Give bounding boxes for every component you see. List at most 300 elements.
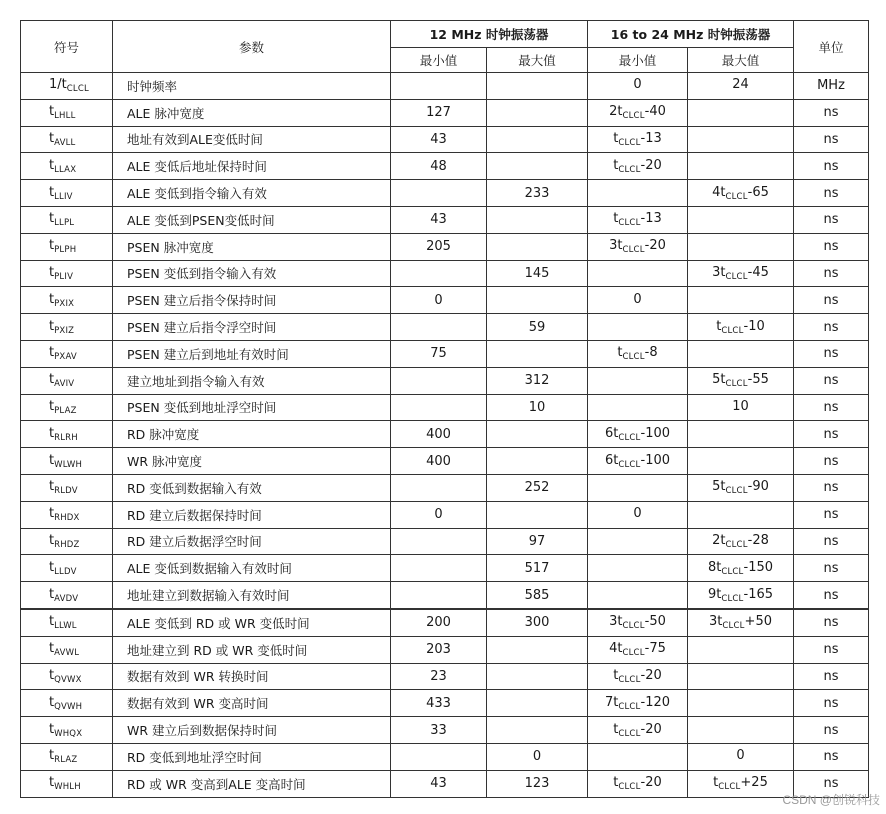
max-16mhz-cell-value: t [716,318,722,334]
max-16mhz-cell-value: 5t [712,372,726,388]
min-16mhz-cell [588,287,688,314]
min-12mhz-cell: 433 [391,690,487,717]
symbol-subscript: LLPL [54,218,75,229]
max-16mhz-cell-tail: +50 [744,614,772,630]
symbol-subscript: WLWH [54,459,83,470]
symbol-main: t [49,479,55,495]
unit-cell: ns [794,367,869,394]
min-12mhz-cell [391,555,487,582]
min-16mhz-cell [588,340,688,367]
max-16mhz-cell [688,528,794,555]
parameter-cell: RD 建立后数据保持时间 [113,501,391,528]
header-max-12: 最大值 [487,48,588,73]
symbol-cell [21,233,113,260]
min-12mhz-cell [391,367,487,394]
max-12mhz-cell: 97 [487,528,588,555]
parameter-cell: RD 变低到地址浮空时间 [113,743,391,770]
symbol-subscript: LLDV [54,566,77,577]
table-row [21,287,869,314]
min-16mhz-cell-subscript: CLCL [618,701,641,712]
max-12mhz-cell: 300 [487,609,588,636]
parameter-cell: 地址有效到ALE变低时间 [113,126,391,153]
symbol-subscript: WHLH [54,782,81,793]
max-16mhz-cell [688,582,794,609]
min-16mhz-cell-tail: -40 [644,104,666,120]
max-12mhz-cell: 312 [487,367,588,394]
header-parameter: 参数 [113,21,391,73]
max-16mhz-cell [688,609,794,636]
max-16mhz-cell-value: 9t [707,586,722,602]
max-16mhz-cell [688,73,794,100]
max-16mhz-cell [688,743,794,770]
min-16mhz-cell [588,314,688,341]
min-16mhz-cell-tail: -50 [644,614,666,630]
symbol-main: t [49,452,55,468]
table-row [21,448,869,475]
min-12mhz-cell: 43 [391,206,487,233]
max-16mhz-cell-tail: +25 [740,775,768,791]
symbol-subscript: AVLL [54,137,76,148]
unit-cell: ns [794,287,869,314]
max-16mhz-cell [688,717,794,744]
table-row [21,528,869,555]
symbol-cell [21,180,113,207]
max-16mhz-cell-value: 3t [709,614,723,630]
max-16mhz-cell [688,394,794,421]
max-12mhz-cell: 123 [487,770,588,797]
max-12mhz-cell: 517 [487,555,588,582]
symbol-subscript: LLWL [54,621,77,632]
min-12mhz-cell: 43 [391,770,487,797]
min-16mhz-cell-tail: -100 [640,452,671,468]
max-12mhz-cell: 585 [487,582,588,609]
unit-cell: ns [794,770,869,797]
max-12mhz-cell [487,717,588,744]
unit-cell: ns [794,99,869,126]
unit-cell: ns [794,663,869,690]
parameter-cell: WR 脉冲宽度 [113,448,391,475]
min-16mhz-cell [588,73,688,100]
symbol-subscript: PLIV [54,271,74,282]
min-16mhz-cell [588,474,688,501]
min-16mhz-cell-value: 3t [609,238,623,254]
header-min-16: 最小值 [588,48,688,73]
unit-cell: ns [794,180,869,207]
symbol-main: t [49,775,55,791]
min-12mhz-cell: 23 [391,663,487,690]
symbol-main: t [49,641,55,657]
min-16mhz-cell-subscript: CLCL [618,459,641,470]
max-16mhz-cell [688,287,794,314]
table-row [21,690,869,717]
symbol-subscript: LLAX [54,164,77,175]
min-16mhz-cell-value: 7t [604,694,619,710]
max-12mhz-cell: 0 [487,743,588,770]
min-12mhz-cell [391,394,487,421]
symbol-main: t [49,614,55,630]
unit-cell: ns [794,448,869,475]
symbol-cell [21,260,113,287]
symbol-cell [21,528,113,555]
min-16mhz-cell [588,663,688,690]
max-12mhz-cell: 59 [487,314,588,341]
header-unit: 单位 [794,21,869,73]
max-12mhz-cell [487,233,588,260]
symbol-cell [21,690,113,717]
min-12mhz-cell: 33 [391,717,487,744]
parameter-cell: 数据有效到 WR 转换时间 [113,663,391,690]
max-16mhz-cell-tail: -28 [747,532,769,548]
min-16mhz-cell [588,421,688,448]
symbol-main: t [49,291,55,307]
min-12mhz-cell: 48 [391,153,487,180]
table-row [21,340,869,367]
table-row [21,206,869,233]
symbol-main: t [49,506,55,522]
table-row [21,474,869,501]
table-row [21,73,869,100]
symbol-cell [21,206,113,233]
max-16mhz-cell-subscript: CLCL [721,325,744,336]
max-16mhz-cell-subscript: CLCL [725,379,748,390]
max-16mhz-cell [688,636,794,663]
parameter-cell: 地址建立到 RD 或 WR 变低时间 [113,636,391,663]
table-row [21,636,869,663]
max-16mhz-cell [688,555,794,582]
symbol-main: t [49,184,55,200]
unit-cell: ns [794,340,869,367]
unit-cell: ns [794,206,869,233]
min-12mhz-cell [391,314,487,341]
table-row [21,421,869,448]
symbol-main: t [49,694,55,710]
min-16mhz-cell [588,448,688,475]
max-16mhz-cell-subscript: CLCL [725,191,748,202]
min-16mhz-cell-subscript: CLCL [622,111,645,122]
min-16mhz-cell [588,528,688,555]
max-12mhz-cell: 10 [487,394,588,421]
min-12mhz-cell: 205 [391,233,487,260]
max-12mhz-cell [487,636,588,663]
max-16mhz-cell-subscript: CLCL [718,782,741,793]
min-12mhz-cell [391,528,487,555]
min-16mhz-cell-tail: -20 [640,667,662,683]
max-16mhz-cell-tail: -55 [747,372,769,388]
min-16mhz-cell-subscript: CLCL [618,432,641,443]
min-16mhz-cell [588,555,688,582]
max-16mhz-cell-value: 0 [736,748,745,764]
min-16mhz-cell-subscript: CLCL [622,621,645,632]
min-16mhz-cell-subscript: CLCL [618,137,641,148]
unit-cell: ns [794,421,869,448]
symbol-cell [21,636,113,663]
max-16mhz-cell-value: 3t [712,264,726,280]
symbol-subscript: RHDZ [54,539,80,550]
min-16mhz-cell-subscript: CLCL [622,648,645,659]
max-16mhz-cell-tail: -65 [747,184,769,200]
max-16mhz-cell-subscript: CLCL [725,486,748,497]
unit-cell: ns [794,609,869,636]
min-12mhz-cell: 0 [391,287,487,314]
min-16mhz-cell [588,153,688,180]
max-16mhz-cell [688,367,794,394]
table-row [21,180,869,207]
table-row [21,394,869,421]
parameter-cell: ALE 变低到 RD 或 WR 变低时间 [113,609,391,636]
min-16mhz-cell-value: 4t [609,641,623,657]
symbol-main: t [49,532,55,548]
min-16mhz-cell-value: t [613,775,619,791]
min-12mhz-cell: 400 [391,448,487,475]
max-12mhz-cell [487,287,588,314]
min-12mhz-cell [391,474,487,501]
max-16mhz-cell-value: 4t [712,184,726,200]
min-16mhz-cell [588,636,688,663]
symbol-subscript: RLDV [54,486,78,497]
symbol-subscript: AVDV [54,593,79,604]
symbol-cell [21,555,113,582]
max-12mhz-cell: 252 [487,474,588,501]
max-12mhz-cell [487,663,588,690]
unit-cell: ns [794,394,869,421]
max-16mhz-cell [688,421,794,448]
max-16mhz-cell-subscript: CLCL [721,566,744,577]
symbol-subscript: CLCL [66,84,89,95]
min-16mhz-cell-value: t [613,157,619,173]
max-12mhz-cell [487,206,588,233]
max-12mhz-cell [487,690,588,717]
parameter-cell: RD 脉冲宽度 [113,421,391,448]
min-16mhz-cell-subscript: CLCL [622,245,645,256]
parameter-cell: RD 变低到数据输入有效 [113,474,391,501]
symbol-cell [21,287,113,314]
min-16mhz-cell [588,367,688,394]
parameter-cell: PSEN 变低到地址浮空时间 [113,394,391,421]
min-16mhz-cell-tail: -20 [640,157,662,173]
max-16mhz-cell-tail: -10 [743,318,765,334]
max-16mhz-cell [688,153,794,180]
symbol-main: t [49,748,55,764]
symbol-main: t [49,559,55,575]
table-row [21,501,869,528]
symbol-cell [21,367,113,394]
max-16mhz-cell [688,340,794,367]
min-16mhz-cell-value: t [613,667,619,683]
max-12mhz-cell [487,73,588,100]
symbol-cell [21,609,113,636]
min-16mhz-cell-value: t [613,211,619,227]
table-row [21,663,869,690]
symbol-subscript: WHQX [54,728,83,739]
min-16mhz-cell-subscript: CLCL [618,728,641,739]
symbol-subscript: AVIV [54,379,75,390]
unit-cell: ns [794,501,869,528]
max-16mhz-cell-value: t [713,775,719,791]
min-16mhz-cell-value: 3t [609,614,623,630]
header-osc-16-24mhz: 16 to 24 MHz 时钟振荡器 [588,21,794,48]
min-16mhz-cell [588,260,688,287]
parameter-cell: 数据有效到 WR 变高时间 [113,690,391,717]
symbol-main: t [49,372,55,388]
unit-cell: ns [794,743,869,770]
min-16mhz-cell-value: 0 [633,77,642,93]
parameter-cell: RD 建立后数据浮空时间 [113,528,391,555]
symbol-main: t [49,157,55,173]
max-16mhz-cell-subscript: CLCL [722,621,745,632]
min-12mhz-cell [391,260,487,287]
min-16mhz-cell [588,233,688,260]
min-12mhz-cell [391,73,487,100]
min-16mhz-cell-value: 6t [604,452,619,468]
symbol-cell [21,474,113,501]
symbol-cell [21,340,113,367]
parameter-cell: 建立地址到指令输入有效 [113,367,391,394]
symbol-subscript: RLRH [54,432,78,443]
max-12mhz-cell: 233 [487,180,588,207]
header-max-16: 最大值 [688,48,794,73]
symbol-cell [21,99,113,126]
min-12mhz-cell [391,180,487,207]
table-row [21,367,869,394]
max-16mhz-cell [688,501,794,528]
unit-cell: ns [794,233,869,260]
symbol-subscript: AVWL [54,648,80,659]
symbol-subscript: LHLL [54,111,76,122]
max-16mhz-cell-value: 8t [707,559,722,575]
min-16mhz-cell-value: 0 [633,506,642,522]
min-12mhz-cell: 127 [391,99,487,126]
symbol-main: t [49,345,55,361]
min-16mhz-cell-tail: -8 [644,345,658,361]
symbol-subscript: PXIX [54,298,75,309]
max-12mhz-cell [487,126,588,153]
min-16mhz-cell [588,609,688,636]
symbol-main: t [49,318,55,334]
min-16mhz-cell-value: t [613,721,619,737]
symbol-cell [21,717,113,744]
unit-cell: ns [794,474,869,501]
symbol-subscript: RHDX [54,513,80,524]
max-12mhz-cell: 145 [487,260,588,287]
max-12mhz-cell [487,340,588,367]
table-row [21,582,869,609]
symbol-main: t [49,398,55,414]
min-12mhz-cell [391,582,487,609]
unit-cell: ns [794,260,869,287]
min-12mhz-cell [391,743,487,770]
unit-cell: ns [794,314,869,341]
table-row [21,260,869,287]
max-16mhz-cell-subscript: CLCL [721,593,744,604]
symbol-cell [21,421,113,448]
symbol-main: t [49,667,55,683]
symbol-main: t [49,238,55,254]
parameter-cell: RD 或 WR 变高到ALE 变高时间 [113,770,391,797]
min-16mhz-cell-subscript: CLCL [618,782,641,793]
min-16mhz-cell-value: 2t [609,104,623,120]
symbol-subscript: PXAV [54,352,77,363]
min-16mhz-cell-subscript: CLCL [622,352,645,363]
parameter-cell: PSEN 建立后指令浮空时间 [113,314,391,341]
header-symbol: 符号 [21,21,113,73]
table-row [21,126,869,153]
symbol-cell [21,770,113,797]
max-16mhz-cell-tail: -90 [747,479,769,495]
max-16mhz-cell-value: 24 [732,77,749,93]
timing-table [20,20,869,798]
table-row [21,717,869,744]
max-16mhz-cell [688,99,794,126]
unit-cell: ns [794,528,869,555]
watermark: CSDN @创锐科技 [782,793,880,807]
min-16mhz-cell-value: 0 [633,291,642,307]
parameter-cell: ALE 变低到指令输入有效 [113,180,391,207]
unit-cell: ns [794,126,869,153]
min-16mhz-cell-subscript: CLCL [618,164,641,175]
symbol-cell [21,314,113,341]
min-16mhz-cell [588,501,688,528]
max-16mhz-cell [688,314,794,341]
unit-cell: ns [794,690,869,717]
parameter-cell: PSEN 建立后指令保持时间 [113,287,391,314]
table-row [21,153,869,180]
max-16mhz-cell-value: 10 [732,398,749,414]
parameter-cell: WR 建立后到数据保持时间 [113,717,391,744]
symbol-subscript: QVWH [54,701,83,712]
symbol-main: t [49,104,55,120]
min-16mhz-cell [588,582,688,609]
max-16mhz-cell [688,180,794,207]
symbol-cell [21,743,113,770]
min-16mhz-cell-tail: -20 [640,775,662,791]
min-12mhz-cell: 43 [391,126,487,153]
min-16mhz-cell [588,126,688,153]
min-16mhz-cell-subscript: CLCL [618,674,641,685]
max-16mhz-cell [688,448,794,475]
max-12mhz-cell [487,448,588,475]
symbol-main: t [49,425,55,441]
min-16mhz-cell-tail: -120 [640,694,671,710]
min-16mhz-cell [588,394,688,421]
symbol-main: 1/t [49,77,67,93]
unit-cell: ns [794,153,869,180]
symbol-cell [21,126,113,153]
max-16mhz-cell-subscript: CLCL [725,539,748,550]
max-12mhz-cell [487,99,588,126]
table-row [21,233,869,260]
unit-cell: ns [794,636,869,663]
min-16mhz-cell [588,690,688,717]
min-16mhz-cell-value: t [617,345,623,361]
header-min-12: 最小值 [391,48,487,73]
max-16mhz-cell [688,206,794,233]
symbol-subscript: LLIV [54,191,73,202]
symbol-cell [21,501,113,528]
symbol-cell [21,73,113,100]
max-12mhz-cell [487,153,588,180]
min-16mhz-cell-tail: -20 [644,238,666,254]
min-16mhz-cell-subscript: CLCL [618,218,641,229]
parameter-cell: 地址建立到数据输入有效时间 [113,582,391,609]
table-row [21,770,869,797]
min-12mhz-cell: 203 [391,636,487,663]
max-16mhz-cell-tail: -165 [743,586,774,602]
min-16mhz-cell-value: 6t [604,425,619,441]
table-row [21,743,869,770]
symbol-subscript: QVWX [54,674,82,685]
min-16mhz-cell-tail: -75 [644,641,666,657]
symbol-main: t [49,721,55,737]
